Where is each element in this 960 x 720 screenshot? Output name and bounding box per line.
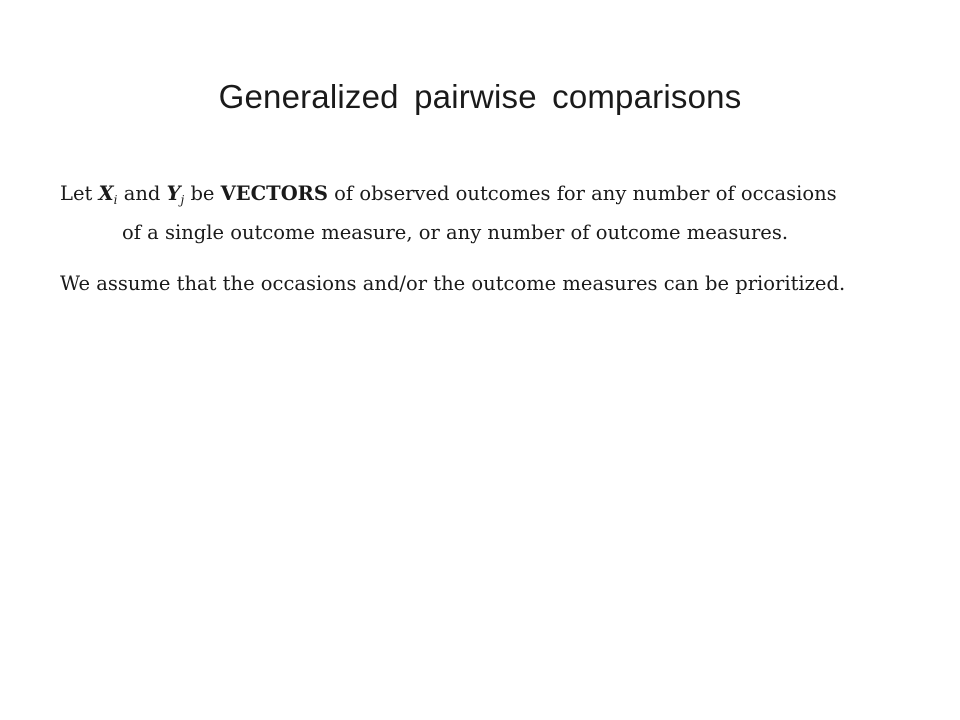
variable-x: [99, 182, 118, 205]
text-paragraph1-rest: of observed outcomes for any number of occasions of a single outcome measure, or any number of outcome measures.: [122, 182, 837, 244]
variable-x-letter: X: [98, 182, 114, 205]
text-and: and: [117, 182, 167, 205]
subscript-i: i: [113, 193, 118, 207]
subscript-j: j: [180, 193, 185, 207]
text-vectors-emphasis: VECTORS: [220, 182, 328, 205]
slide-title: Generalized pairwise comparisons: [218, 78, 742, 115]
variable-y: [167, 182, 185, 205]
variable-y-letter: Y: [166, 182, 181, 205]
paragraph-vectors-definition: [60, 174, 860, 252]
paragraph-prioritization: We assume that the occasions and/or the outcome measures can be prioritized.: [60, 272, 846, 295]
text-let: Let: [60, 182, 99, 205]
text-be: be: [184, 182, 221, 205]
slide-body: [60, 174, 860, 315]
